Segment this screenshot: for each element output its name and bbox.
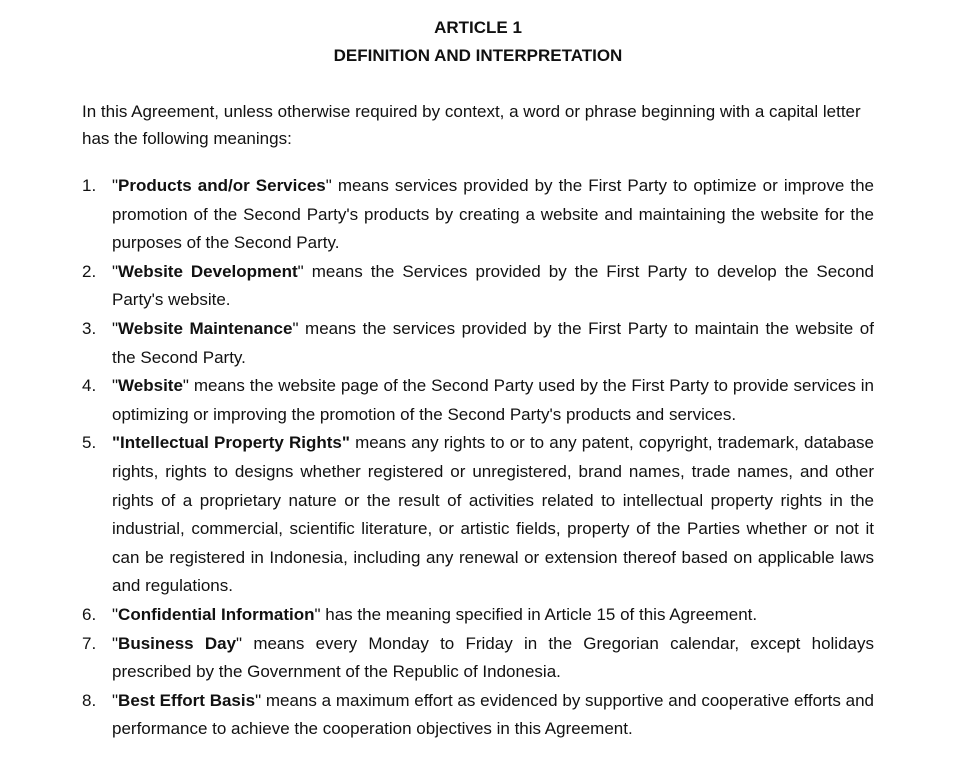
item-number: 2. [82,261,97,281]
item-number: 3. [82,318,97,338]
quote-close: " [297,261,304,281]
item-number: 5. [82,433,97,453]
definition-text: means the website page of the Second Party used by the First Party to provide services in optimizing or improving the promotion of the Second Party's products and services. [112,376,874,424]
definition-item [82,630,874,687]
article-number: ARTICLE 1 [434,18,522,37]
quote-close: " [314,604,321,624]
quote-open: " [112,261,119,281]
quote-close: " [292,318,299,338]
quote-open: " [112,318,119,338]
definition-item [82,172,874,258]
definition-text: means any rights to or to any patent, copyright, trademark, database rights, rights to designs whether registered or unregistered, brand names, trade names, and other rights of a proprietary nature or the result of activities related to intellectual property rights in the industrial, commercial, scientific literature, or artistic fields, property of the Parties whether or not it can be registered in Indonesia, including any renewal or extension thereof based on applicable laws and regulations. [112,433,874,596]
quote-open: " [112,376,119,396]
definition-item [82,258,874,315]
quote-close: " [255,690,262,710]
quote-open: " [112,176,119,195]
definitions-list [82,172,874,744]
definition-text: means the services provided by the First Party to maintain the website of the Second Party. [112,318,874,367]
defined-term: Website Development [118,261,298,281]
article-title: DEFINITION AND INTERPRETATION [333,46,623,65]
defined-term: Best Effort Basis [118,690,256,710]
definition-item [82,601,874,630]
definition-text: means the Services provided by the First Party to develop the Second Party's website. [112,261,875,310]
defined-term: Website [118,376,183,396]
definition-text: means services provided by the First Party to optimize or improve the promotion of the Second Party's products by creating a website and maintaining the website for the purposes of the Second Party. [112,176,874,253]
definition-item [82,429,874,601]
definition-item [82,315,874,372]
definition-item [82,372,874,429]
defined-term: Website Maintenance [118,318,293,338]
item-number: 7. [82,633,97,653]
quote-open: " [112,604,119,624]
item-number: 6. [82,604,97,624]
defined-term: Business Day [118,633,237,653]
item-number: 8. [82,690,97,710]
definition-text: means every Monday to Friday in the Gregorian calendar, except holidays prescribed by the Government of the Republic of Indonesia. [112,633,874,682]
item-number: 4. [82,376,97,396]
item-number: 1. [82,176,97,195]
defined-term: Products and/or Services [118,176,326,195]
defined-term: "Intellectual Property Rights" [112,433,350,453]
defined-term: Confidential Information [118,604,315,624]
quote-open: " [112,633,119,653]
definition-text: means a maximum effort as evidenced by supportive and cooperative efforts and performance to achieve the cooperation objectives in this Agreement. [112,690,875,739]
quote-close: " [182,376,189,396]
quote-open: " [112,690,119,710]
definition-text: has the meaning specified in Article 15 of this Agreement. [320,604,758,624]
definition-item [82,687,874,744]
quote-close: " [325,176,332,195]
quote-close: " [236,633,243,653]
intro-paragraph: In this Agreement, unless otherwise required by context, a word or phrase beginning with a capital letter has the following meanings: [82,102,861,148]
